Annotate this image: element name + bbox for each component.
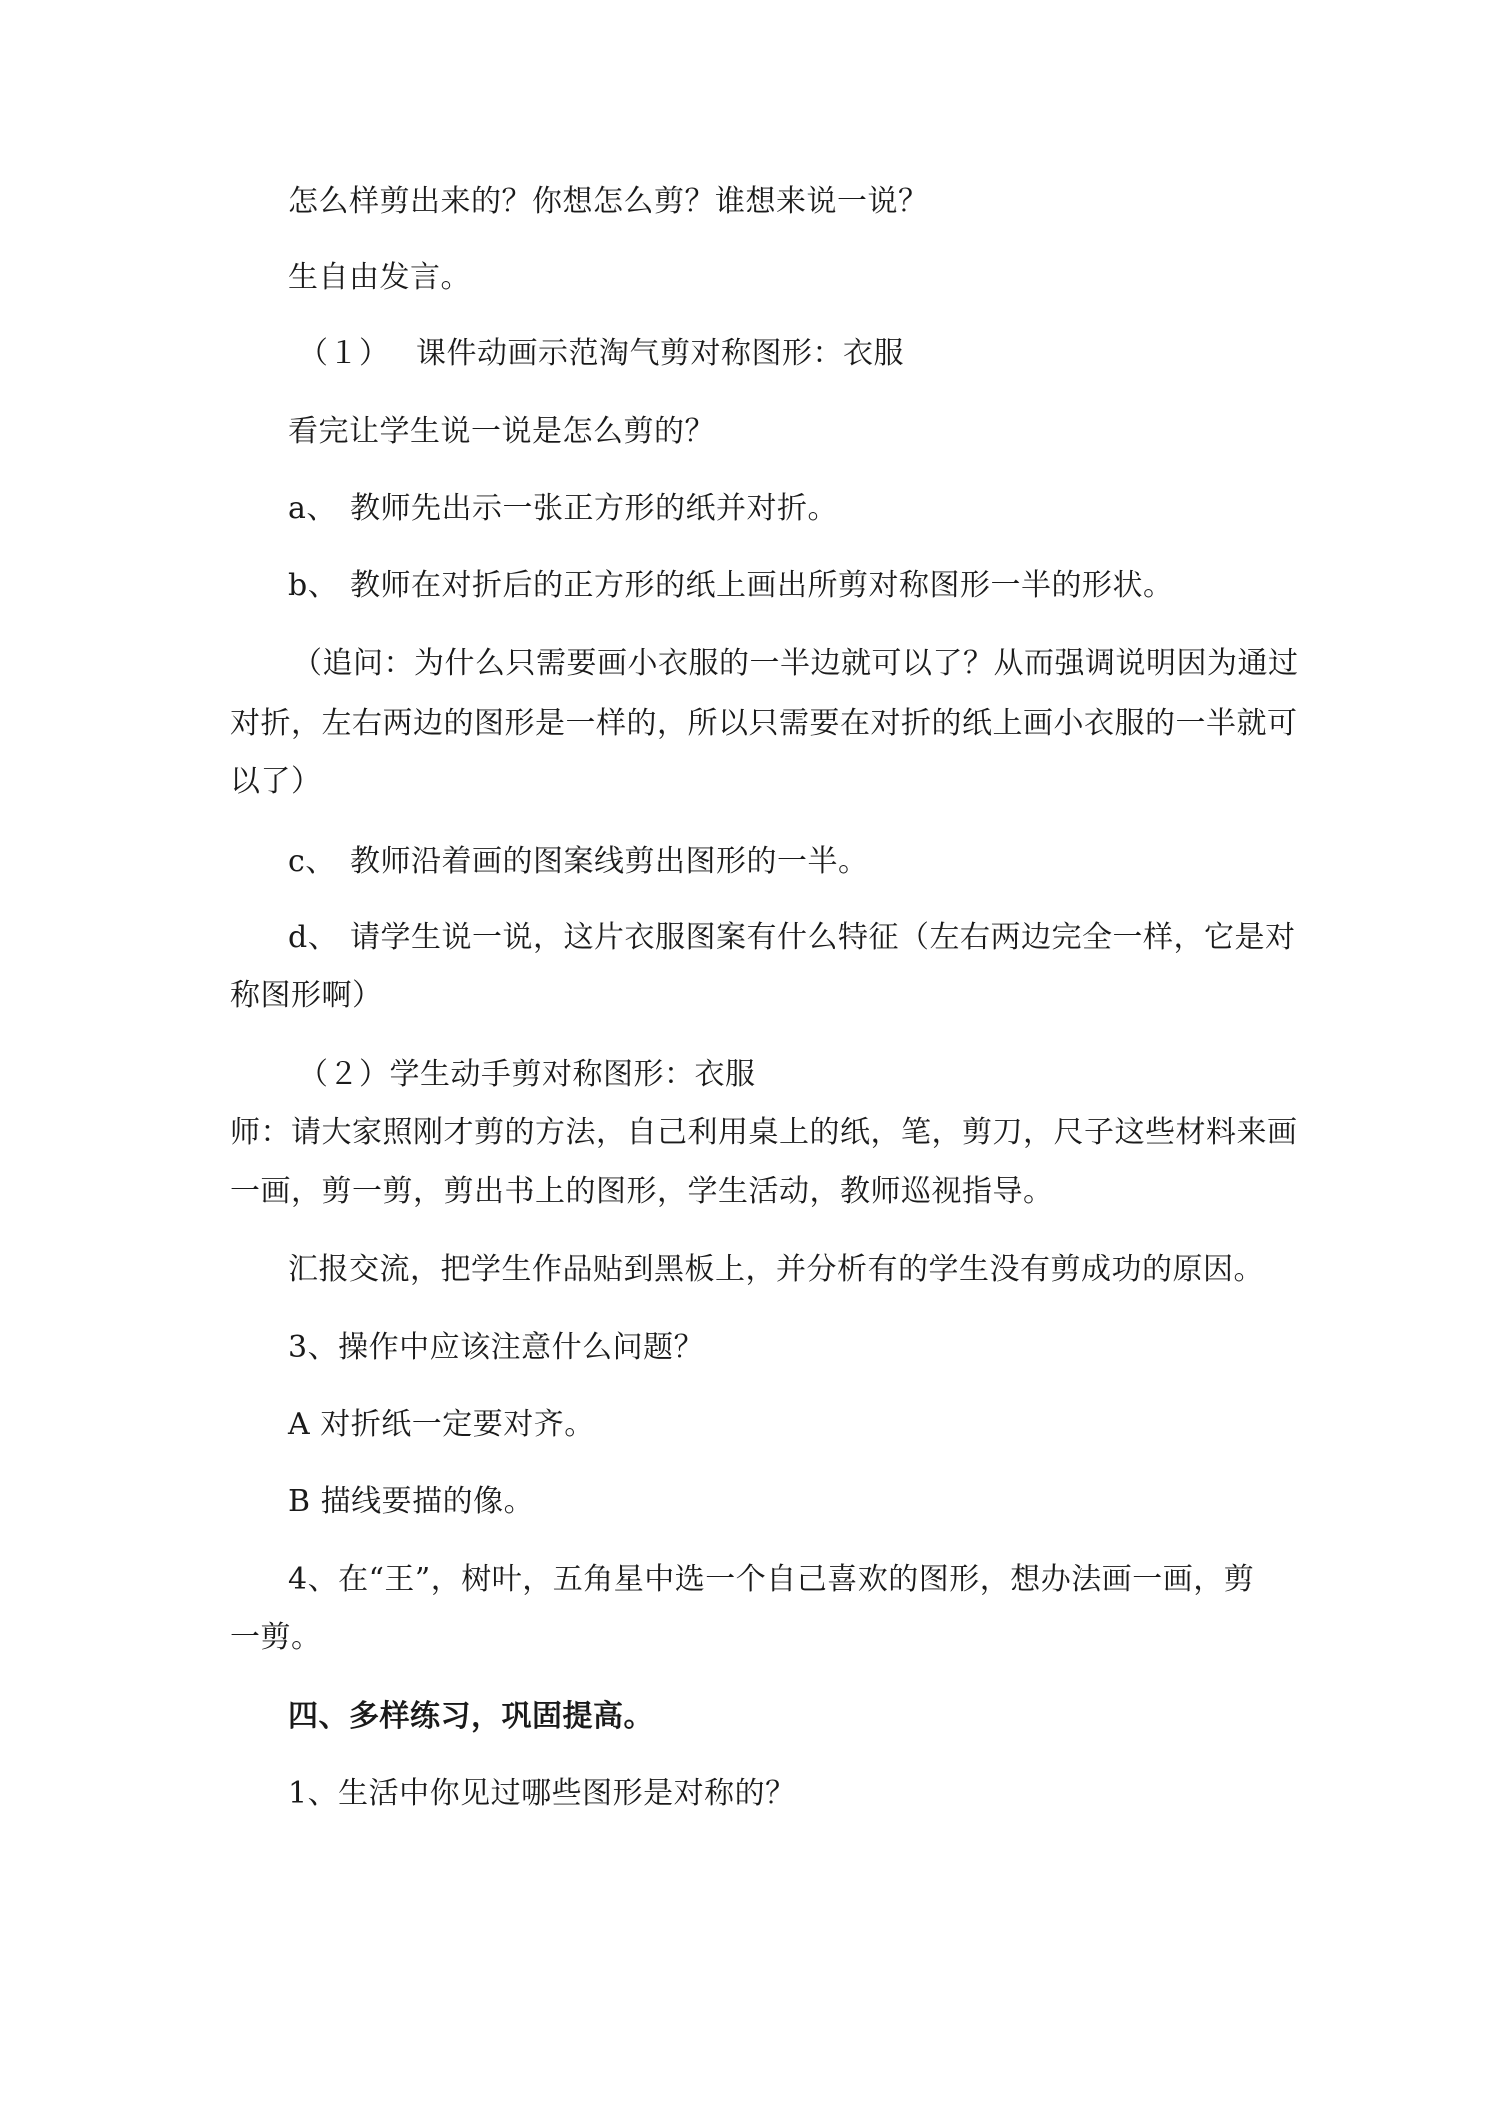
step-1-marker: （１） <box>298 336 390 371</box>
paragraph-point-b: B 描线要描的像。 <box>288 1484 535 1519</box>
item-a-marker: a、 <box>288 491 337 526</box>
paragraph-item-c <box>288 842 869 882</box>
paragraph-item-b <box>288 566 1174 606</box>
paragraph-point-3: 3、操作中应该注意什么问题？ <box>288 1330 705 1365</box>
paragraph-item-d-line2: 称图形啊） <box>230 978 383 1013</box>
paragraph-followup-line1: （追问：为什么只需要画小衣服的一半边就可以了？从而强调说明因为通过 <box>292 646 1299 681</box>
paragraph-teacher-line2: 一画，剪一剪，剪出书上的图形，学生活动，教师巡视指导。 <box>230 1174 1054 1209</box>
item-d-marker: d、 <box>288 920 339 955</box>
item-b-marker: b、 <box>288 568 339 603</box>
paragraph-step-2: （２）学生动手剪对称图形：衣服 <box>298 1057 756 1092</box>
step-1-text: 课件动画示范淘气剪对称图形：衣服 <box>416 336 904 371</box>
paragraph-followup-line2: 对折，左右两边的图形是一样的，所以只需要在对折的纸上画小衣服的一半就可 <box>230 706 1298 741</box>
paragraph-how-cut: 怎么样剪出来的？你想怎么剪？谁想来说一说？ <box>288 184 929 219</box>
paragraph-followup-line3: 以了） <box>230 764 322 799</box>
paragraph-after-watching: 看完让学生说一说是怎么剪的？ <box>288 414 715 449</box>
item-c-text: 教师沿着画的图案线剪出图形的一半。 <box>350 844 869 879</box>
item-c-marker: c、 <box>288 844 336 879</box>
item-a-text: 教师先出示一张正方形的纸并对折。 <box>350 491 838 526</box>
paragraph-report: 汇报交流，把学生作品贴到黑板上，并分析有的学生没有剪成功的原因。 <box>288 1252 1264 1287</box>
paragraph-free-speech: 生自由发言。 <box>288 260 471 295</box>
paragraph-point-4-line2: 一剪。 <box>230 1620 322 1655</box>
paragraph-point-a: A 对折纸一定要对齐。 <box>288 1407 595 1442</box>
section-heading: 四、多样练习，巩固提高。 <box>288 1699 654 1734</box>
paragraph-item-d-line1 <box>288 918 1296 958</box>
paragraph-step-1 <box>298 334 904 374</box>
paragraph-item-a <box>288 489 838 529</box>
item-b-text: 教师在对折后的正方形的纸上画出所剪对称图形一半的形状。 <box>350 568 1174 603</box>
item-d-text: 请学生说一说，这片衣服图案有什么特征（左右两边完全一样，它是对 <box>350 920 1296 955</box>
paragraph-exercise-1: 1、生活中你见过哪些图形是对称的？ <box>288 1776 796 1811</box>
paragraph-point-4-line1: 4、在“王”，树叶，五角星中选一个自己喜欢的图形，想办法画一画，剪 <box>288 1562 1255 1597</box>
paragraph-teacher-line1: 师：请大家照刚才剪的方法，自己利用桌上的纸，笔，剪刀，尺子这些材料来画 <box>230 1115 1298 1150</box>
